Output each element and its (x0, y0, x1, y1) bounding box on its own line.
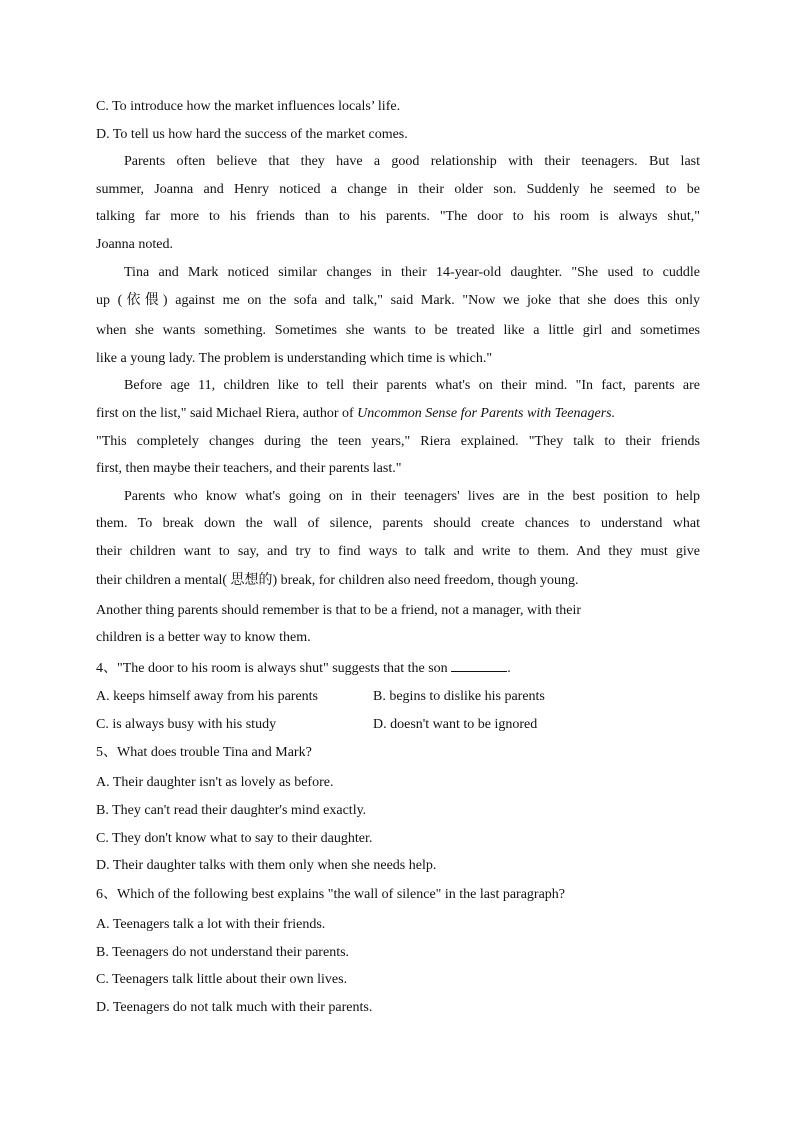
passage-p1-line: Joanna noted. (96, 237, 173, 252)
passage-p4-line: their children want to say, and try to find ways to talk and write to them. And they must give (96, 544, 700, 559)
passage-p3-line: "This completely changes during the teen years," Riera explained. "They talk to their friends (96, 434, 700, 449)
option-a: A. keeps himself away from his parents (96, 689, 318, 704)
passage-p4-line: their children a mental( 思想的) break, for children also need freedom, though young. (96, 573, 579, 588)
prev-option-d: D. To tell us how hard the success of the market comes. (96, 127, 408, 142)
question-5-stem: 5、What does trouble Tina and Mark? (96, 745, 312, 760)
passage-p4-line: Another thing parents should remember is that to be a friend, not a manager, with their (96, 603, 582, 618)
passage-p4-line: children is a better way to know them. (96, 630, 311, 645)
option-c: C. is always busy with his study (96, 717, 277, 732)
passage-p2-line: Tina and Mark noticed similar changes in their 14-year-old daughter. "She used to cuddle (124, 265, 700, 280)
passage-p3-line: first, then maybe their teachers, and their parents last." (96, 461, 402, 476)
option-b: B. They can't read their daughter's mind exactly. (96, 803, 367, 818)
passage-p2-line: like a young lady. The problem is understanding which time is which." (96, 351, 493, 366)
prev-option-c: C. To introduce how the market influences locals’ life. (96, 99, 401, 114)
passage-p3-line: Before age 11, children like to tell their parents what's on their mind. "In fact, parents are (124, 378, 700, 393)
passage-p2-line: up (依偎) against me on the sofa and talk," said Mark. "Now we joke that she does this only (96, 293, 700, 308)
passage-p1-line: Parents often believe that they have a good relationship with their teenagers. But last (124, 154, 700, 169)
passage-p1-line: summer, Joanna and Henry noticed a change in their older son. Suddenly he seemed to be (96, 182, 700, 197)
question-4-stem (96, 658, 511, 678)
passage-p1-line: talking far more to his friends than to his parents. "The door to his room is always shut," (96, 209, 700, 224)
passage-p3-line (96, 405, 615, 423)
option-b: B. begins to dislike his parents (373, 689, 545, 704)
option-c: C. Teenagers talk little about their own lives. (96, 972, 348, 987)
option-a: A. Teenagers talk a lot with their friends. (96, 917, 326, 932)
passage-p3-text: first on the list," said Michael Riera, author of (96, 406, 354, 421)
option-a: A. Their daughter isn't as lovely as before. (96, 775, 334, 790)
option-b: B. Teenagers do not understand their parents. (96, 945, 350, 960)
passage-p2-line: when she wants something. Sometimes she wants to be treated like a little girl and sometimes (96, 323, 700, 338)
option-d: D. Teenagers do not talk much with their parents. (96, 1000, 373, 1015)
option-d: D. doesn't want to be ignored (373, 717, 538, 732)
answer-blank (451, 658, 507, 672)
option-d: D. Their daughter talks with them only when she needs help. (96, 858, 437, 873)
question-stem-text: 4、"The door to his room is always shut" suggests that the son (96, 661, 448, 676)
question-6-stem: 6、Which of the following best explains "the wall of silence" in the last paragraph? (96, 887, 566, 902)
book-title: Uncommon Sense for Parents with Teenagers. (357, 406, 616, 421)
passage-p4-line: them. To break down the wall of silence, parents should create chances to understand what (96, 516, 700, 531)
question-4-options-row-1 (96, 688, 700, 706)
question-4-options-row-2 (96, 716, 700, 734)
passage-p4-line: Parents who know what's going on in their teenagers' lives are in the best position to help (124, 489, 700, 504)
option-c: C. They don't know what to say to their daughter. (96, 831, 373, 846)
stem-end: . (507, 661, 511, 676)
